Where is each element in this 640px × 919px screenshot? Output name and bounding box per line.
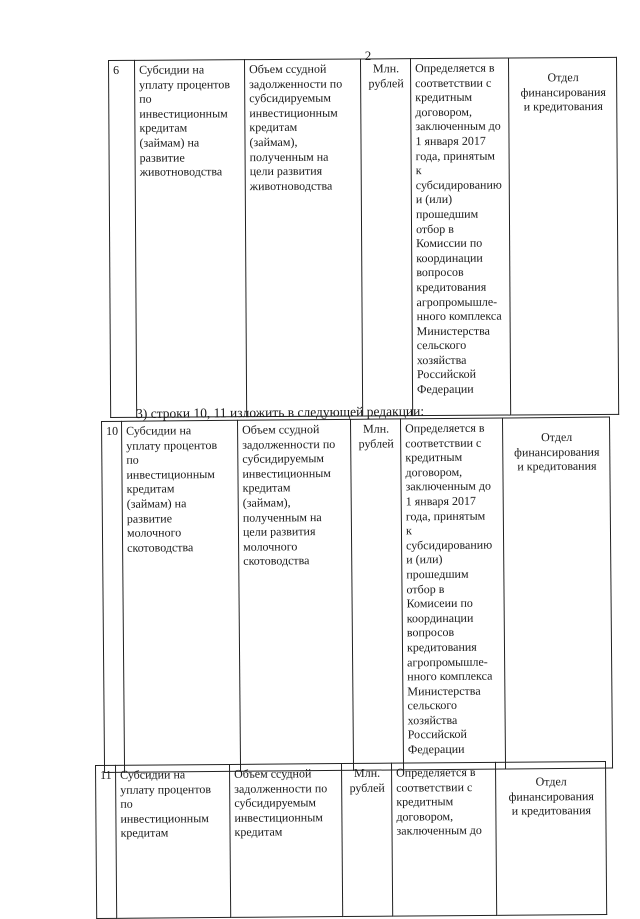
cell-text-line: субсидированию — [406, 537, 493, 553]
cell-text-line: инвестиционным — [234, 809, 323, 825]
cell-text-line: кредитам — [234, 824, 283, 840]
subsidy-name-cell — [116, 764, 231, 918]
cell-text-line: (займам), — [242, 495, 291, 510]
cell-text-line: кредитам — [242, 480, 291, 496]
cell-text-line: кредитным — [396, 794, 454, 809]
cell-text-line: задолженности по — [242, 436, 336, 452]
condition-cell — [410, 58, 510, 416]
cell-text-line: агропромышле- — [416, 294, 498, 309]
subsidy-name-cell — [122, 420, 241, 772]
cell-text-line: нного комплекса — [407, 668, 493, 684]
cell-text-line: Федерации — [416, 381, 474, 397]
cell-text-line: субсидируемым — [249, 90, 331, 106]
cell-text-line: Объем ссудной — [234, 766, 312, 781]
indicator-cell — [229, 764, 342, 918]
cell-text-line: хозяйства — [416, 352, 467, 367]
cell-text-line: заключенным до — [396, 823, 482, 839]
cell-text-line: цели развития — [242, 524, 316, 539]
cell-text-line: инвестиционным — [126, 466, 215, 482]
cell-text-line: (займам) на — [126, 496, 187, 511]
cell-text-line: задолженности по — [249, 76, 343, 91]
cell-text-line: координации — [416, 250, 483, 265]
cell-text-line: Министерства — [407, 683, 481, 699]
unit-cell — [350, 419, 403, 770]
cell-text-line: субсидируемым — [234, 795, 317, 811]
cell-text-line: уплату процентов — [126, 437, 218, 453]
cell-text-line: отбор в — [406, 581, 445, 596]
table-row — [96, 761, 607, 918]
cell-text-line: цели развития — [249, 163, 323, 179]
cell-text-line: Комисеии по — [406, 595, 473, 611]
cell-text-line: задолженности по — [234, 780, 328, 796]
regulation-table-row-11 — [95, 761, 607, 919]
regulation-table-row-6 — [108, 57, 619, 418]
regulation-table-row-10 — [101, 417, 613, 773]
cell-text-line: рублей — [358, 436, 394, 451]
cell-text-line: соответствии с — [405, 435, 482, 450]
cell-text-line: Определяется в — [405, 420, 485, 436]
cell-text-line: полученным на — [242, 509, 322, 525]
indicator-cell — [237, 419, 353, 771]
cell-text-line: Комиссии по — [416, 235, 483, 251]
cell-text-line: Субсидии на — [139, 62, 205, 77]
cell-text-line: сельского — [416, 338, 467, 353]
cell-text-line: и кредитования — [511, 803, 592, 818]
cell-text-line: договором, — [396, 808, 454, 824]
cell-text-line: уплату процентов — [139, 76, 231, 92]
cell-text-line: года, принятым — [405, 508, 486, 523]
row-number-cell: 6 — [109, 60, 137, 417]
cell-text-line: по — [120, 796, 133, 811]
cell-text-line: к — [405, 523, 412, 538]
cell-text-line: хозяйства — [407, 712, 458, 728]
cell-text-line: молочного — [126, 525, 182, 540]
cell-text-line: Отдел — [547, 70, 579, 85]
cell-text-line: нного комплекса — [416, 308, 502, 324]
cell-text-line: к — [415, 163, 422, 178]
cell-text-line: финансирования — [508, 788, 594, 804]
cell-text-line: кредитования — [406, 639, 477, 655]
cell-text-line: Отдел — [535, 774, 567, 789]
cell-text-line: Определяется в — [396, 765, 476, 780]
cell-text-line: (займам), — [249, 134, 298, 150]
cell-text-line: Млн. — [353, 765, 381, 780]
cell-text-line: (займам) на — [139, 135, 200, 150]
cell-text-line: инвестиционным — [120, 810, 209, 826]
cell-text-line: инвестиционным — [249, 105, 338, 120]
cell-text-line: Определяется в — [415, 60, 495, 76]
cell-text-line: Министерства — [416, 323, 490, 338]
cell-text-line: по — [139, 91, 152, 106]
condition-cell — [391, 762, 496, 916]
cell-text-line: соответствии с — [396, 779, 473, 795]
subsidy-name-cell — [135, 60, 247, 418]
condition-cell — [400, 418, 505, 770]
cell-text-line: развитие — [126, 510, 173, 526]
department-cell — [508, 57, 618, 415]
cell-text-line: вопросов — [406, 625, 455, 640]
cell-text-line: развитие — [139, 150, 185, 165]
cell-text-line: инвестиционным — [242, 465, 331, 481]
row-number-cell: 10 — [102, 421, 125, 772]
cell-text-line: вопросов — [416, 265, 464, 280]
cell-text-line: животноводства — [139, 164, 223, 179]
cell-text-line: кредитам — [126, 481, 175, 497]
cell-text-line: рублей — [349, 780, 385, 795]
cell-text-line: Российской — [416, 367, 477, 382]
department-cell — [502, 417, 612, 769]
unit-cell — [360, 59, 412, 416]
cell-text-line: прошедшим — [415, 206, 479, 222]
cell-text-line: скотоводства — [243, 553, 310, 569]
cell-text-line: соответствии с — [415, 75, 492, 90]
cell-text-line: кредитам — [139, 120, 188, 136]
cell-text-line: Млн. — [372, 61, 400, 76]
cell-text-line: и (или) — [415, 192, 453, 207]
cell-text-line: и (или) — [406, 552, 443, 567]
cell-text-line: уплату процентов — [120, 781, 212, 797]
cell-text-line: и кредитования — [523, 99, 603, 114]
section-heading: 3) строки 10, 11 изложить в следующей редакции: — [136, 403, 425, 421]
cell-text-line: отбор в — [415, 221, 454, 236]
cell-text-line: договором, — [405, 464, 463, 480]
cell-text-line: Субсидии на — [126, 423, 192, 438]
cell-text-line: заключенным до — [415, 118, 501, 134]
cell-text-line: Отдел — [541, 429, 573, 445]
page-number: 2 — [364, 48, 372, 63]
cell-text-line: сельского — [407, 698, 457, 713]
cell-text-line: и кредитования — [517, 458, 597, 474]
department-cell — [495, 761, 606, 915]
cell-text-line: договором, — [415, 104, 473, 119]
cell-text-line: Млн. — [362, 421, 390, 436]
cell-text-line: координации — [406, 610, 474, 626]
unit-cell — [341, 763, 392, 916]
cell-text-line: субсидированию — [415, 177, 502, 192]
cell-text-line: полученным на — [249, 149, 329, 164]
cell-text-line: по — [126, 452, 139, 467]
indicator-cell — [245, 59, 363, 417]
cell-text-line: животноводства — [249, 178, 333, 193]
cell-text-line: кредитным — [405, 450, 463, 465]
cell-text-line: рублей — [368, 75, 404, 91]
cell-text-line: Объем ссудной — [242, 422, 320, 437]
cell-text-line: финансирования — [514, 444, 600, 459]
cell-text-line: года, принятым — [415, 148, 496, 163]
cell-text-line: агропромышле- — [407, 654, 488, 669]
cell-text-line: прошедшим — [406, 566, 469, 582]
cell-text-line: кредитования — [416, 279, 487, 295]
cell-text-line: заключенным до — [405, 478, 492, 494]
cell-text-line: финансирования — [520, 84, 606, 100]
cell-text-line: кредитным — [415, 89, 473, 105]
cell-text-line: 1 января 2017 — [415, 133, 486, 149]
table-row — [102, 417, 613, 772]
cell-text-line: Федерации — [407, 741, 465, 757]
row-number-cell: 11 — [96, 765, 117, 918]
cell-text-line: 1 января 2017 — [405, 493, 477, 509]
cell-text-line: Российской — [407, 727, 467, 742]
cell-text-line: скотоводства — [127, 539, 194, 555]
table-row — [109, 57, 619, 417]
cell-text-line: молочного — [243, 539, 298, 554]
cell-text-line: кредитам — [120, 825, 169, 841]
cell-text-line: Субсидии на — [120, 767, 186, 782]
cell-text-line: Объем ссудной — [249, 61, 327, 77]
cell-text-line: кредитам — [249, 120, 298, 135]
cell-text-line: субсидируемым — [242, 451, 325, 466]
cell-text-line: инвестиционным — [139, 106, 228, 121]
